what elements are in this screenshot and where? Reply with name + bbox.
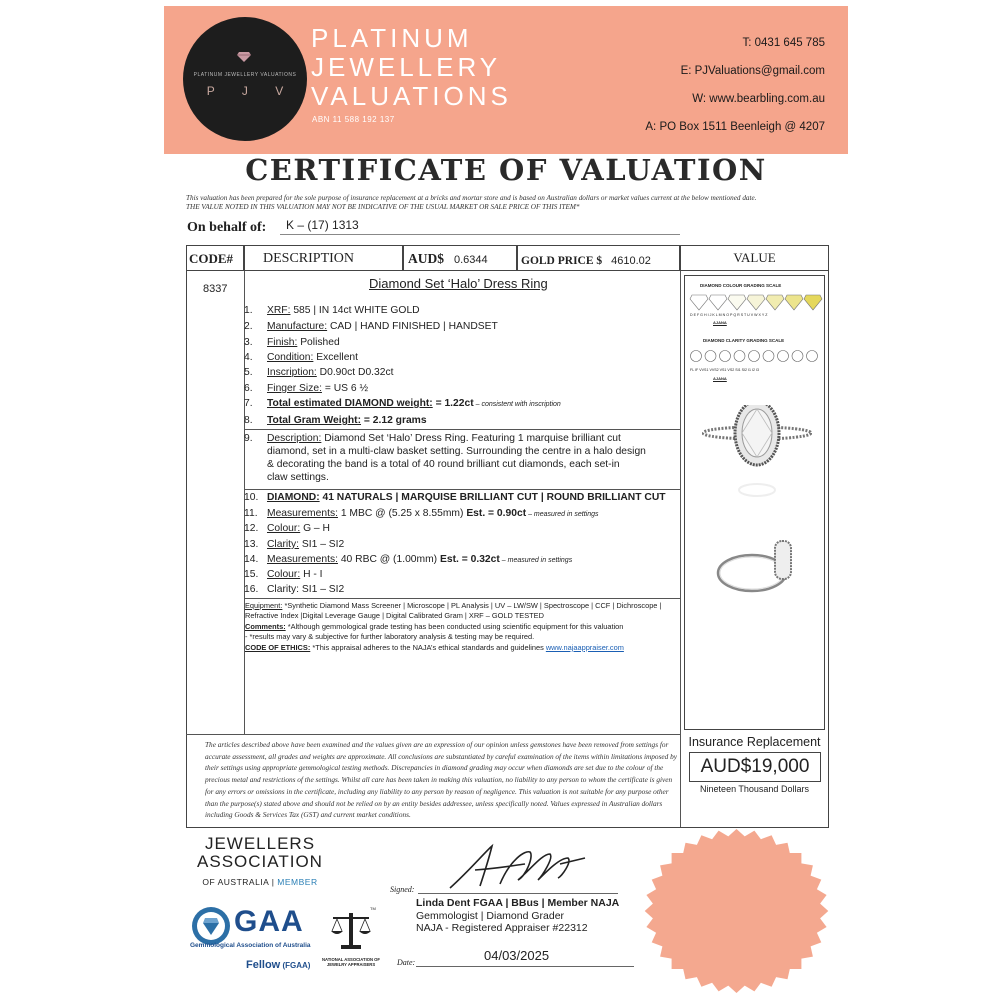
item-label: XRF:: [267, 305, 291, 316]
code-of-ethics: CODE OF ETHICS: *This appraisal adheres to the NAJA’s ethical standards and guidelines www.najaappraiser.com: [245, 643, 624, 652]
clarity-ajana: AJANA: [713, 376, 727, 381]
item-label: Colour:: [267, 523, 301, 534]
logo-caption: PLATINUM JEWELLERY VALUATIONS: [193, 72, 297, 78]
item-label: Measurements:: [267, 508, 338, 519]
row-divider-9: [244, 429, 680, 430]
value-header: VALUE: [680, 245, 829, 271]
item-number: 4.: [244, 352, 253, 363]
item-row: [244, 382, 369, 395]
item-number: 2.: [244, 321, 253, 332]
contact-phone: T: 0431 645 785: [742, 37, 825, 49]
signature: [430, 840, 590, 896]
item-label: Manufacture:: [267, 321, 328, 332]
item-text: G – H: [300, 523, 330, 534]
clarity-grade-diamond-icon: [792, 351, 803, 362]
item-label: Finish:: [267, 337, 298, 348]
item-text: 585 | IN 14ct WHITE GOLD: [290, 305, 420, 316]
item-number: 3.: [244, 337, 253, 348]
jewellers-association-logo: [190, 835, 330, 891]
item-label: Finger Size:: [267, 383, 322, 394]
item-label: Colour:: [267, 569, 301, 580]
item-code: 8337: [203, 283, 228, 295]
aud-header: [403, 245, 517, 271]
insurance-label: Insurance Replacement: [688, 735, 821, 749]
clarity-grade-diamond-icon: [807, 351, 818, 362]
row-divider-equipment: [244, 598, 680, 599]
diamond-row: [244, 507, 599, 520]
item-number: 9.: [244, 433, 253, 444]
naja-link[interactable]: www.najaappraiser.com: [545, 643, 624, 652]
on-behalf-underline: [280, 234, 680, 235]
item-text: D0.90ct D0.32ct: [316, 367, 394, 378]
item-row: [244, 366, 394, 379]
gaa-fellow: Fellow (FGAA): [246, 959, 311, 971]
signer-role: Gemmologist | Diamond Grader: [416, 910, 565, 922]
item-number: 15.: [244, 569, 259, 580]
colour-scale-letters: D E F G H I J K L M N O P Q R S T U V W X Y Z: [690, 313, 768, 317]
date-line: [416, 966, 634, 967]
comments-label: Comments:: [245, 622, 286, 631]
contact-email: E: PJValuations@gmail.com: [680, 65, 825, 77]
footer-divider: [186, 734, 680, 735]
item-number: 7.: [244, 398, 253, 409]
item-number: 6.: [244, 383, 253, 394]
disclaimer: [186, 194, 846, 212]
ja-line-1: JEWELLERS: [204, 834, 316, 853]
item-text: SI1 – SI2: [299, 584, 345, 595]
clarity-grade-diamond-icon: [691, 351, 702, 362]
on-behalf-label: On behalf of:: [187, 220, 267, 235]
item-text: CAD | HAND FINISHED | HANDSET: [327, 321, 498, 332]
gold-price-value: 4610.02: [611, 255, 651, 267]
item-9-line-2: diamond, set in a multi-claw basket setting. Surrounding the centre in a halo design: [267, 446, 646, 457]
item-text: Excellent: [313, 352, 359, 363]
item-label: Clarity:: [267, 539, 300, 550]
colour-grade-diamond-icon: [785, 295, 803, 310]
aud-label: AUD$: [408, 251, 444, 266]
disclaimer-line-1: This valuation has been prepared for the sole purpose of insurance replacement at a bricks and mortar store and is based on Australian dollars or market values current at the below mentioned date.: [186, 194, 757, 202]
disclaimer-line-2: THE VALUE NOTED IN THIS VALUATION MAY NOT BE INDICATIVE OF THE USUAL MARKET OR SALE PRICE OF THIS ITEM*: [186, 203, 580, 211]
item-estimate: Est. = 0.32ct: [440, 554, 500, 565]
item-text: = 1.22ct: [432, 398, 474, 409]
pjv-logo: [183, 17, 307, 141]
diamond-icon: [237, 52, 251, 62]
item-text: 40 RBC @ (1.00mm): [337, 554, 438, 565]
item-row: [244, 320, 498, 333]
insurance-words: Nineteen Thousand Dollars: [700, 784, 809, 794]
item-row: [244, 414, 427, 427]
brand-line-1: PLATINUM: [311, 23, 473, 53]
item-label: Description:: [267, 433, 322, 444]
colour-scale-diamonds: [688, 290, 823, 312]
contact-address: A: PO Box 1511 Beenleigh @ 4207: [645, 121, 825, 133]
colour-grade-diamond-icon: [728, 295, 746, 310]
signed-label: Signed:: [390, 885, 415, 894]
ja-line-2: ASSOCIATION: [197, 852, 323, 871]
clarity-grade-diamond-icon: [705, 351, 716, 362]
item-number: 12.: [244, 523, 259, 534]
item-text: H - I: [300, 569, 323, 580]
brand-line-3: VALUATIONS: [311, 81, 512, 111]
diamond-row: [244, 568, 323, 581]
naja-line-2: JEWELRY APPRAISERS: [326, 962, 376, 967]
naja-tm: TM: [370, 906, 376, 911]
item-text: SI1 – SI2: [299, 539, 345, 550]
equipment-line-1: Equipment: *Synthetic Diamond Mass Screener | Microscope | PL Analysis | UV – LW/SW | Spectroscope | CCF | Dichroscope |: [245, 601, 662, 610]
item-row: [244, 351, 359, 364]
item-row: [244, 336, 340, 349]
naja-line-1: NATIONAL ASSOCIATION OF: [321, 957, 380, 962]
item-number: 14.: [244, 554, 259, 565]
gold-price-label: GOLD PRICE $: [521, 255, 603, 267]
colour-ajana: AJANA: [713, 320, 727, 325]
item-label: Inscription:: [267, 367, 317, 378]
on-behalf-value: K – (17) 1313: [286, 218, 359, 232]
clarity-grade-diamond-icon: [749, 351, 760, 362]
clarity-grade-diamond-icon: [778, 351, 789, 362]
brand-name: [311, 24, 512, 111]
item-number: 11.: [244, 508, 258, 519]
item-row: [244, 397, 561, 410]
row-divider-10: [244, 489, 680, 490]
contact-website: W: www.bearbling.com.au: [692, 93, 825, 105]
item-number: 5.: [244, 367, 253, 378]
item-number: 13.: [244, 539, 259, 550]
item-label: Total Gram Weight:: [267, 415, 362, 426]
comments-line-2: - *results may vary & subjective for further laboratory analysis & testing may be required.: [245, 632, 535, 641]
item-note: – measured in settings: [526, 511, 599, 518]
clarity-grade-diamond-icon: [763, 351, 774, 362]
item-text: 41 NATURALS | MARQUISE BRILLIANT CUT | ROUND BRILLIANT CUT: [319, 492, 666, 503]
item-number: 1.: [244, 305, 253, 316]
aud-rate: 0.6344: [454, 254, 488, 266]
colour-grade-diamond-icon: [709, 295, 727, 310]
diamond-row: [244, 538, 345, 551]
ja-line-3: OF AUSTRALIA |: [202, 877, 275, 887]
gaa-emblem-icon: [190, 905, 232, 947]
item-row: [244, 304, 420, 317]
date-value: 04/03/2025: [484, 948, 550, 963]
description-header: DESCRIPTION: [244, 245, 403, 271]
abn: ABN 11 588 192 137: [312, 115, 395, 124]
logo-initials: P J V: [206, 84, 296, 98]
gaa-logo: GAA: [234, 905, 304, 938]
signer-name: Linda Dent FGAA | BBus | Member NAJA: [416, 897, 620, 909]
colour-grade-diamond-icon: [747, 295, 765, 310]
item-estimate: Est. = 0.90ct: [466, 508, 527, 519]
colour-scale-title: DIAMOND COLOUR GRADING SCALE: [700, 283, 782, 288]
item-text: Diamond Set ‘Halo’ Dress Ring. Featuring 1 marquise brilliant cut: [321, 433, 621, 444]
item-note: – consistent with inscription: [473, 401, 561, 408]
gold-price-header: [517, 245, 680, 271]
item-label: DIAMOND:: [267, 492, 320, 503]
document-title: CERTIFICATE OF VALUATION: [245, 153, 767, 187]
item-text: Polished: [297, 337, 340, 348]
clarity-scale-letters: FL IF VVS1 VVS2 VS1 VS2 SI1 SI2 I1 I2 I3: [690, 368, 759, 372]
item-label: Condition:: [267, 352, 314, 363]
item-9-line-4: claw settings.: [267, 472, 329, 483]
item-number: 16.: [244, 584, 259, 595]
gaa-subtitle: Gemmological Association of Australia: [190, 942, 311, 949]
clarity-scale-diamonds: [688, 345, 823, 367]
clarity-grade-diamond-icon: [720, 351, 731, 362]
item-label: Total estimated DIAMOND weight:: [267, 398, 433, 409]
brand-line-2: JEWELLERY: [311, 52, 502, 82]
item-9-line-1: [244, 432, 621, 445]
comments-line-1: Comments: *Although gemmological grade testing has been conducted using scientific equipment for this valuation: [245, 622, 624, 631]
colour-grade-diamond-icon: [690, 295, 708, 310]
diamond-row: [244, 491, 666, 504]
ja-member: MEMBER: [274, 877, 318, 887]
clarity-scale-title: DIAMOND CLARITY GRADING SCALE: [703, 338, 785, 343]
item-label: Measurements:: [267, 554, 338, 565]
naja-scales-icon: [327, 907, 375, 955]
insurance-amount: AUD$19,000: [689, 752, 821, 782]
item-text: 1 MBC @ (5.25 x 8.55mm): [337, 508, 464, 519]
equipment-line-2: Refractive Index |Digital Leverage Gauge | Digital Calibrated Gram | XRF – GOLD TESTED: [245, 611, 544, 620]
terms-text: The articles described above have been examined and the values given are an expression of our opinion unless gemstones have been removed from settings for accurate assessment, all grades and weights are approximate. All conclusions are substantiated by careful examination of the items within limitations imposed by their settings using appropriate gemmological testing methods. Discrepancies in diamond grading may occur when diamonds are set due to the colour of the precious metal and restrictions of the settings. Whilst all care has been taken in making this valuation, no liability to any person to whom the certificate is given for any errors or omissions in the certificate, including any liability to any person by reason of negligence. This valuation is not suitable for any purpose other than the purpose(s) stated above and should not be relied on by an entity besides addressee, unless specifically noted. Values expressed in Australian dollars including Goods & Services Tax (GST) and current market conditions.: [205, 740, 678, 820]
ring-side-photo: [712, 535, 812, 605]
item-9-line-3: & decorating the band is a total of 40 round brilliant cut diamonds, each set-in: [267, 459, 620, 470]
item-note: – measured in settings: [499, 557, 573, 564]
date-label: Date:: [397, 958, 416, 967]
naja-name: [316, 957, 386, 967]
ethics-label: CODE OF ETHICS:: [245, 643, 311, 652]
diamond-row: [244, 553, 573, 566]
item-number: 10.: [244, 492, 259, 503]
diamond-row: [244, 522, 330, 535]
signature-line: [418, 893, 618, 894]
colour-grade-diamond-icon: [766, 295, 784, 310]
item-number: 8.: [244, 415, 253, 426]
signer-registration: NAJA - Registered Appraiser #22312: [416, 922, 588, 934]
embossed-seal: [640, 828, 833, 994]
ring-top-photo: [702, 405, 812, 505]
equipment-label: Equipment:: [245, 601, 283, 610]
item-text: = 2.12 grams: [361, 415, 427, 426]
colour-grade-diamond-icon: [804, 295, 822, 310]
clarity-grade-diamond-icon: [734, 351, 745, 362]
code-header: CODE#: [186, 245, 244, 271]
item-text: = US 6 ½: [321, 383, 369, 394]
diamond-row: [244, 583, 345, 596]
item-label: Clarity:: [267, 584, 300, 595]
item-title: Diamond Set ‘Halo’ Dress Ring: [369, 276, 548, 291]
